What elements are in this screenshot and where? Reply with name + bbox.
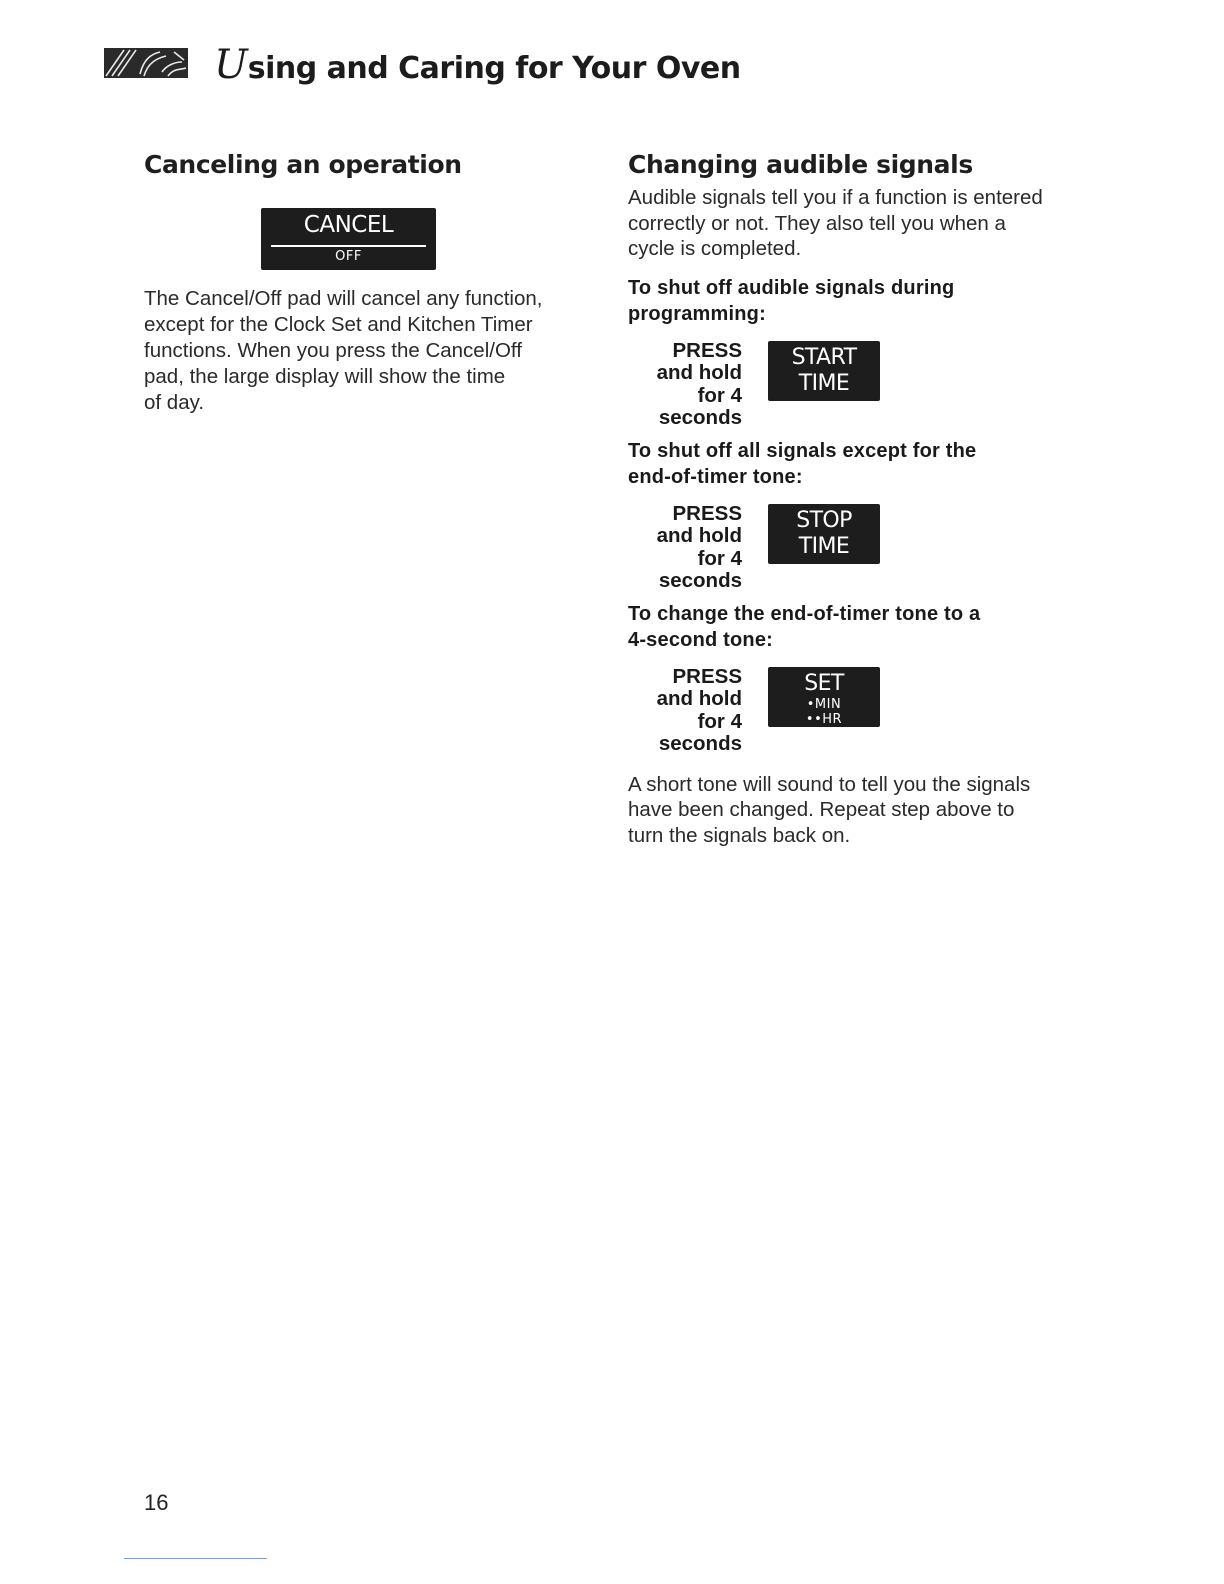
step-2-heading <box>628 438 1108 490</box>
audible-intro <box>628 185 1108 262</box>
footer-divider <box>124 1558 267 1559</box>
press-line: seconds <box>658 406 742 429</box>
text-line: of day. <box>144 391 205 414</box>
text-line: programming: <box>628 302 766 325</box>
press-hold-text <box>657 666 742 756</box>
text-line: have been changed. Repeat step above to <box>628 798 1015 821</box>
text-line: 4-second tone: <box>628 628 774 651</box>
text-line: cycle is completed. <box>628 237 802 260</box>
pad-label-line1: SET <box>804 670 844 696</box>
cancel-pad-sublabel: OFF <box>335 249 362 264</box>
press-line: seconds <box>658 569 742 592</box>
step-2-instruction <box>628 503 1108 595</box>
press-line: PRESS <box>672 501 742 525</box>
step-3-heading <box>628 601 1108 653</box>
text-line: correctly or not. They also tell you when a <box>628 211 1006 235</box>
press-line: for 4 <box>697 383 742 407</box>
press-line: for 4 <box>697 709 742 733</box>
canceling-heading: Canceling an operation <box>144 150 462 179</box>
press-hold-text <box>657 503 742 593</box>
text-line: To shut off all signals except for the <box>628 439 977 462</box>
press-line: and hold <box>656 361 742 384</box>
cancel-pad-divider <box>271 245 426 247</box>
pad-sublabel-min: •MIN <box>806 696 842 712</box>
text-line: except for the Clock Set and Kitchen Timer <box>144 313 533 336</box>
text-line: functions. When you press the Cancel/Off <box>144 339 522 362</box>
step-1-heading <box>628 275 1108 327</box>
pad-label-line1: STOP <box>796 507 852 533</box>
text-line: turn the signals back on. <box>628 823 851 847</box>
closing-note <box>628 772 1108 849</box>
title-rest: sing and Caring for Your Oven <box>247 51 741 86</box>
press-line: seconds <box>658 732 742 755</box>
pad-label-line2: TIME <box>798 370 850 396</box>
cancel-off-pad[interactable] <box>261 208 436 270</box>
press-line: PRESS <box>672 664 742 688</box>
page-header <box>104 40 804 90</box>
step-1-instruction <box>628 340 1108 432</box>
text-line: To shut off audible signals during <box>628 276 955 299</box>
audible-signals-section <box>628 150 1108 848</box>
cancel-pad-label: CANCEL <box>303 212 394 238</box>
text-line: The Cancel/Off pad will cancel any function, <box>144 287 543 310</box>
text-line: To change the end-of-timer tone to a <box>628 602 981 625</box>
start-time-pad[interactable] <box>768 341 880 401</box>
page-title <box>214 42 741 88</box>
text-line: A short tone will sound to tell you the signals <box>628 772 1031 796</box>
press-hold-text <box>657 340 742 430</box>
pad-label-line2: TIME <box>798 533 850 559</box>
text-line: end-of-timer tone: <box>628 465 803 488</box>
press-line: for 4 <box>697 546 742 570</box>
title-initial: U <box>214 42 248 88</box>
canceling-section <box>144 150 594 414</box>
set-min-hr-pad[interactable] <box>768 667 880 727</box>
stencil-logo-icon <box>104 48 188 78</box>
audible-signals-heading: Changing audible signals <box>628 150 973 179</box>
press-line: PRESS <box>672 338 742 362</box>
canceling-description <box>144 286 594 416</box>
press-line: and hold <box>656 524 742 547</box>
pad-label-line1: START <box>791 344 857 370</box>
pad-sublabel-hr: ••HR <box>805 711 843 727</box>
press-line: and hold <box>656 687 742 710</box>
page-number: 16 <box>144 1490 169 1515</box>
stop-time-pad[interactable] <box>768 504 880 564</box>
step-3-instruction <box>628 666 1108 758</box>
text-line: Audible signals tell you if a function is entered <box>628 186 1043 209</box>
text-line: pad, the large display will show the time <box>144 365 506 388</box>
